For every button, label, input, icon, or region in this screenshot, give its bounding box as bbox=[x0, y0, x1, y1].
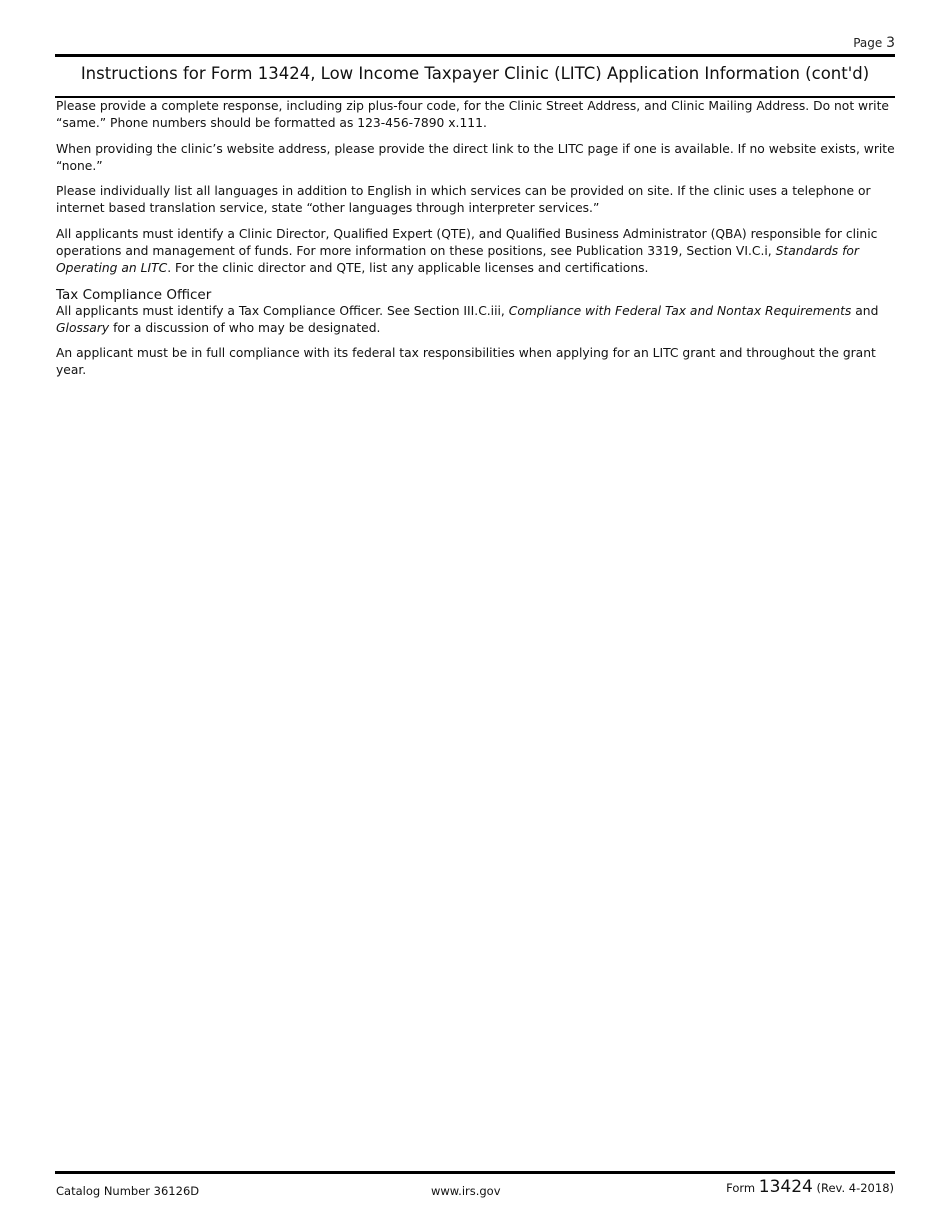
footer-divider bbox=[55, 1171, 895, 1174]
paragraph-full-compliance: An applicant must be in full compliance with its federal tax responsibilities when applying for an LITC grant and throughout the grant year. bbox=[56, 346, 876, 377]
form-number: 13424 bbox=[758, 1177, 813, 1197]
top-divider bbox=[55, 54, 895, 57]
page-label: Page bbox=[853, 36, 883, 50]
website-link[interactable]: www.irs.gov bbox=[431, 1184, 501, 1198]
section-heading-tax-compliance-officer: Tax Compliance Officer bbox=[56, 286, 212, 303]
instructions-body bbox=[56, 98, 895, 388]
paragraph-tax-compliance-text-1: All applicants must identify a Tax Compliance Officer. See Section III.C.iii, bbox=[56, 303, 509, 318]
paragraph-personnel bbox=[56, 226, 895, 277]
form-label: Form bbox=[726, 1181, 756, 1195]
glossary-title: Glossary bbox=[56, 320, 110, 335]
paragraph-tax-compliance-text-3: for a discussion of who may be designated. bbox=[109, 320, 381, 335]
form-identifier bbox=[726, 1177, 894, 1197]
page-title: Instructions for Form 13424, Low Income Taxpayer Clinic (LITC) Application Information (cont'd) bbox=[80, 64, 870, 83]
page-number-value: 3 bbox=[886, 35, 895, 51]
paragraph-personnel-text-2: . For the clinic director and QTE, list any applicable licenses and certifications. bbox=[167, 260, 649, 275]
paragraph-website: When providing the clinic’s website address, please provide the direct link to the LITC page if one is available. If no website exists, write “none.” bbox=[56, 141, 895, 173]
paragraph-address: Please provide a complete response, including zip plus-four code, for the Clinic Street Address, and Clinic Mailing Address. Do not write “same.” Phone numbers should be formatted as 123-456-7890 x.111. bbox=[56, 99, 889, 130]
page-number bbox=[853, 35, 895, 51]
paragraph-tax-compliance-text-2: and bbox=[851, 303, 879, 318]
compliance-section-title: Compliance with Federal Tax and Nontax Requirements bbox=[508, 303, 852, 318]
paragraph-languages: Please individually list all languages in addition to English in which services can be provided on site. If the clinic uses a telephone or internet based translation service, state “other languages through interpreter services.” bbox=[56, 184, 871, 215]
form-revision: (Rev. 4-2018) bbox=[816, 1181, 894, 1195]
paragraph-tax-compliance bbox=[56, 303, 895, 337]
publication-standards-title: Standards for Operating an LITC bbox=[56, 243, 859, 275]
paragraph-personnel-text-1: All applicants must identify a Clinic Director, Qualified Expert (QTE), and Qualified Business Administrator (QBA) responsible for clinic operations and management of funds. For more information on these positions, see Publication 3319, Section VI.C.i, bbox=[56, 226, 878, 258]
catalog-number: Catalog Number 36126D bbox=[56, 1184, 200, 1198]
